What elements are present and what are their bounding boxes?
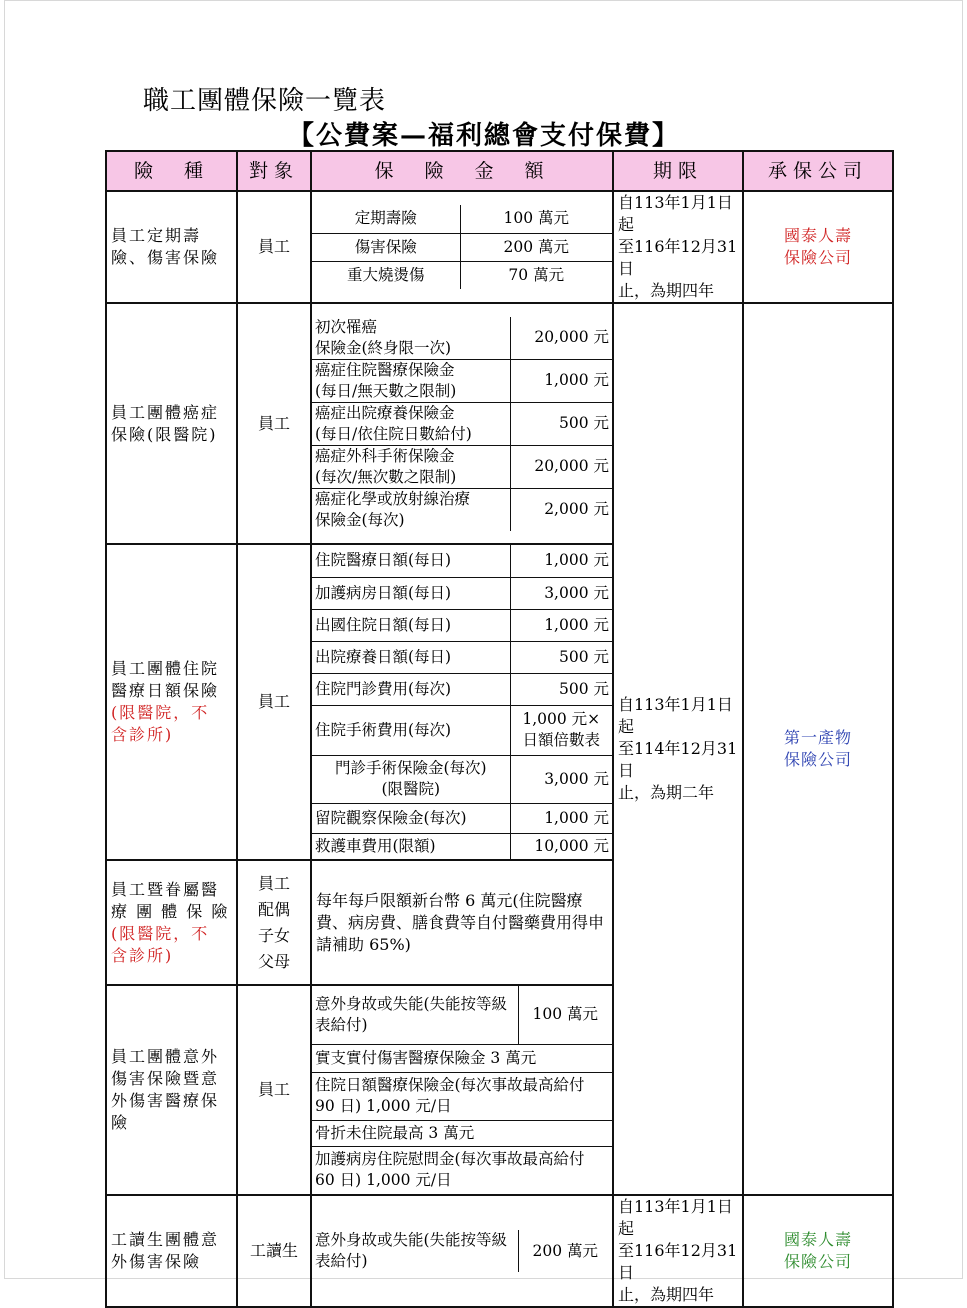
list-item: 住院門診費用(每次) 500 元	[312, 673, 612, 705]
document-subtitle: 【公費案—福利總會支付保費】	[288, 121, 681, 151]
category-hospital-daily: 員工團體住院 醫療日額保險 (限醫院，不 含診所)	[106, 544, 237, 860]
insurance-table	[105, 150, 894, 1308]
list-item: 意外身故或失能(失能按等級表給付) 100 萬元	[312, 986, 612, 1044]
row-student-worker	[106, 1195, 893, 1307]
period-two-year: 自113年1月1日起 至114年12月31日 止，為期二年	[613, 303, 743, 1195]
list-item: 門診手術保險金(每次) (限醫院) 3,000 元	[312, 755, 612, 803]
category-cancer: 員工團體癌症 保險(限醫院)	[106, 303, 237, 544]
company-cathay: 國泰人壽 保險公司	[743, 1195, 893, 1307]
header-target: 對象	[237, 151, 311, 191]
list-item: 加護病房日額(每日) 3,000 元	[312, 577, 612, 609]
list-item: 住院日額醫療保險金(每次事故最高給付 90 日) 1,000 元/日	[312, 1072, 612, 1120]
list-item: 定期壽險 100 萬元	[312, 205, 612, 233]
list-item: 出院療養日額(每日) 500 元	[312, 641, 612, 673]
period-four-year: 自113年1月1日起 至116年12月31日 止，為期四年	[613, 191, 743, 303]
header-amount: 保 險 金 額	[311, 151, 613, 191]
list-item: 癌症化學或放射線治療 保險金(每次) 2,000 元	[312, 488, 612, 531]
list-item: 意外身故或失能(失能按等級表給付) 200 萬元	[312, 1230, 612, 1272]
list-item: 癌症住院醫療保險金 (每日/無天數之限制) 1,000 元	[312, 359, 612, 402]
category-dependents: 員工暨眷屬醫 療 團 體 保 險 (限醫院，不 含診所)	[106, 860, 237, 985]
header-company: 承保公司	[743, 151, 893, 191]
list-item: 留院觀察保險金(每次) 1,000 元	[312, 803, 612, 833]
category-accident: 員工團體意外 傷害保險暨意 外傷害醫療保 險	[106, 985, 237, 1195]
header-type: 險 種	[106, 151, 237, 191]
row-cancer	[106, 303, 893, 544]
target-employee: 員工	[237, 544, 311, 860]
list-item: 加護病房住院慰問金(每次事故最高給付 60 日) 1,000 元/日	[312, 1146, 612, 1194]
list-item: 癌症外科手術保險金 (每次/無次數之限制) 20,000 元	[312, 445, 612, 488]
target-employee: 員工	[237, 191, 311, 303]
period-four-year: 自113年1月1日起 至116年12月31日 止，為期四年	[613, 1195, 743, 1307]
target-employee: 員工	[237, 303, 311, 544]
target-student-worker: 工讀生	[237, 1195, 311, 1307]
category-term-life: 員工定期壽 險、傷害保險	[106, 191, 237, 303]
document-title: 職工團體保險一覽表	[143, 86, 387, 116]
list-item: 救護車費用(限額) 10,000 元	[312, 833, 612, 859]
header-row	[106, 151, 893, 191]
list-item: 出國住院日額(每日) 1,000 元	[312, 609, 612, 641]
list-item: 住院醫療日額(每日) 1,000 元	[312, 545, 612, 577]
company-cathay: 國泰人壽 保險公司	[743, 191, 893, 303]
list-item: 初次罹癌 保險金(終身限一次) 20,000 元	[312, 317, 612, 360]
list-item: 骨折未住院最高 3 萬元	[312, 1120, 612, 1146]
amount-cell	[311, 191, 613, 303]
category-student-worker: 工讀生團體意 外傷害保險	[106, 1195, 237, 1307]
list-item: 癌症出院療養保險金 (每日/依住院日數給付) 500 元	[312, 402, 612, 445]
dependents-subsidy-text: 每年每戶限額新台幣 6 萬元(住院醫療費、病房費、膳食費等自付醫藥費用得申請補助 65%)	[311, 860, 613, 985]
target-family: 員工 配偶 子女 父母	[237, 860, 311, 985]
amount-cell	[311, 1195, 613, 1307]
list-item: 實支實付傷害醫療保險金 3 萬元	[312, 1044, 612, 1072]
row-term-life	[106, 191, 893, 303]
header-period: 期限	[613, 151, 743, 191]
target-employee: 員工	[237, 985, 311, 1195]
list-item: 重大燒燙傷 70 萬元	[312, 261, 612, 289]
amount-cell	[311, 544, 613, 860]
amount-cell	[311, 985, 613, 1195]
amount-cell	[311, 303, 613, 544]
list-item: 住院手術費用(每次) 1,000 元× 日額倍數表	[312, 705, 612, 755]
list-item: 傷害保險 200 萬元	[312, 233, 612, 261]
company-first-insurance: 第一產物 保險公司	[743, 303, 893, 1195]
